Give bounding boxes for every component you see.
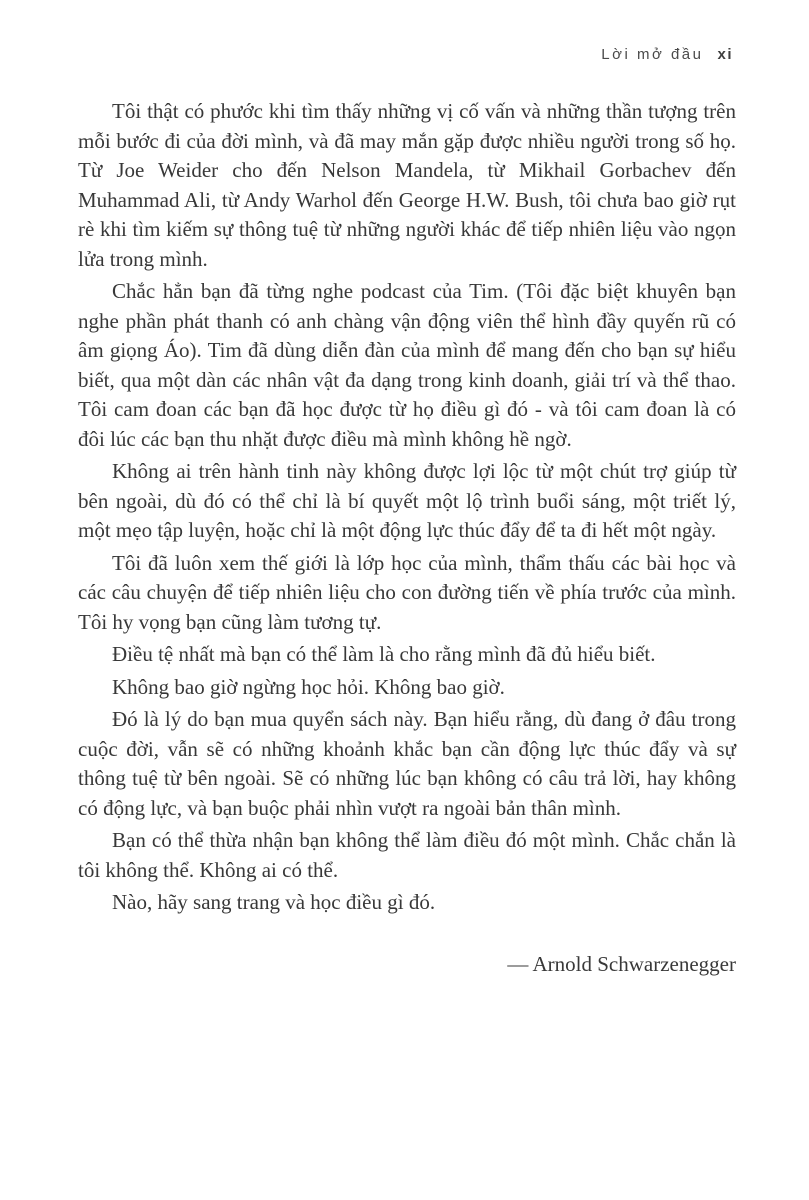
page-content — [78, 97, 736, 982]
signature-line: — Arnold Schwarzenegger — [507, 951, 736, 976]
page-number: xi — [717, 46, 733, 63]
running-header — [601, 46, 733, 63]
body-paragraph: Bạn có thể thừa nhận bạn không thể làm điều đó một mình. Chắc chắn là tôi không thể. Không ai có thể. — [78, 828, 736, 882]
body-paragraph: Chắc hẳn bạn đã từng nghe podcast của Tim. (Tôi đặc biệt khuyên bạn nghe phần phát thanh có anh chàng vận động viên thể hình đầy quyến rũ có âm giọng Áo). Tim đã dùng diễn đàn của mình để mang đến cho bạn sự hiểu biết, qua một dàn các nhân vật đa dạng trong kinh doanh, giải trí và thể thao. Tôi cam đoan các bạn đã học được từ họ điều gì đó - và tôi cam đoan là có đôi lúc các bạn thu nhặt được điều mà mình không hề ngờ. — [78, 279, 736, 451]
body-paragraph: Nào, hãy sang trang và học điều gì đó. — [112, 890, 436, 914]
body-paragraph: Không bao giờ ngừng học hỏi. Không bao giờ. — [112, 674, 505, 699]
body-paragraph: Đó là lý do bạn mua quyển sách này. Bạn hiểu rằng, dù đang ở đâu trong cuộc đời, vẫn sẽ có những khoảnh khắc bạn cần động lực thúc đẩy và sự thông tuệ từ bên ngoài. Sẽ có những lúc bạn không có câu trả lời, hay không có động lực, và bạn buộc phải nhìn vượt ra ngoài bản thân mình. — [78, 707, 736, 820]
body-paragraph: Không ai trên hành tinh này không được lợi lộc từ một chút trợ giúp từ bên ngoài, dù đó có thể chỉ là bí quyết một lộ trình buổi sáng, một triết lý, một mẹo tập luyện, hoặc chỉ là một động lực thúc đẩy để ta đi hết một ngày. — [78, 459, 736, 542]
body-paragraph: Tôi đã luôn xem thế giới là lớp học của mình, thẩm thấu các bài học và các câu chuyện để tiếp nhiên liệu cho con đường tiến về phía trước của mình. Tôi hy vọng bạn cũng làm tương tự. — [78, 550, 736, 634]
running-header-title: Lời mở đầu — [601, 46, 704, 63]
body-paragraph: Tôi thật có phước khi tìm thấy những vị cố vấn và những thần tượng trên mỗi bước đi của đời mình, và đã may mắn gặp được nhiều người trong số họ. Từ Joe Weider cho đến Nelson Mandela, từ Mikhail Gorbachev đến Muhammad Ali, từ Andy Warhol đến George H.W. Bush, tôi chưa bao giờ rụt rè khi tìm kiếm sự thông tuệ từ những người khác để tiếp nhiên liệu vào ngọn lửa trong mình. — [78, 99, 736, 271]
body-paragraph: Điều tệ nhất mà bạn có thể làm là cho rằng mình đã đủ hiểu biết. — [112, 642, 656, 666]
